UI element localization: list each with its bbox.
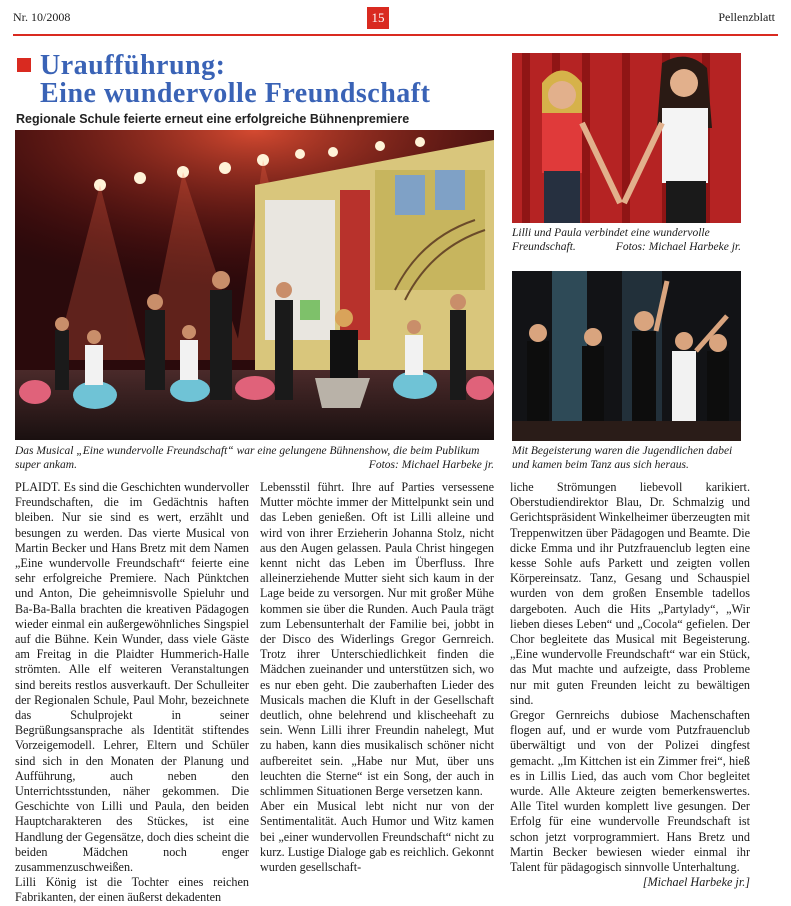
header-rule <box>13 34 778 36</box>
headline-line-1: Uraufführung: <box>40 50 226 81</box>
headline-line-2: Eine wundervolle Freundschaft <box>40 78 431 109</box>
page-number-badge: 15 <box>367 7 389 29</box>
article-column-3 <box>510 480 750 890</box>
body-paragraph: PLAIDT. Es sind die Geschichten wundervoller Freundschaften, die im Gedächtnis haften bleiben. Nur sie sind es wert, erzählt und besungen zu werden. Das vierte Musical von Martin Becker und Hans Bretz mit dem Namen „Eine wundervolle Freundschaft“ feierte eine sehr erfolgreiche Premiere. Nach Pünktchen und Anton, Die geheimnisvolle Spieluhr und Ba-Ba-Balla brachten die kreativen Pädagogen wieder einmal ein außergewöhnliches Singspiel auf die Bühne. Kein Wunder, dass viele Gäste am Freitag in die Plaidter Hummerich-Halle strömten. Alle elf weiteren Veranstaltungen sind bereits restlos ausverkauft. Der Schulleiter der Regionalen Schule, Paul Mohr, bezeichnete das Schulprojekt in seiner Begrüßungsansprache als Identität stiftendes Vorzeigemodell. Lehrer, Eltern und Schüler sind sich in den Monaten der Planung und Aufführung, auch neben den Unterrichtsstunden, näher gekommen. Die Geschichte von Lilli und Paula, den beiden Hauptcharakteren des Stückes, ist eine Handlung der Gegensätze, doch dies scheint die beiden Mädchen noch enger zusammenzuschweißen. <box>15 480 249 875</box>
issue-number: Nr. 10/2008 <box>13 10 71 24</box>
headline-marker <box>17 58 31 72</box>
article-column-1 <box>15 480 249 906</box>
body-paragraph: liche Strömungen liebevoll karikiert. Oberstudiendirektor Blau, Dr. Schmalzig und Gerichtspräsident Winkelheimer überzeugten mit Treppenwitzen über Pädagogen und Beamte. Die dicke Emma und ihr Putzfrauenclub legten eine kesse Sohle aufs Parkett und zeigten vollen Körpereinsatz. Tanz, Gesang und Schauspiel wurden von dem großen Ensemble tadellos dargeboten. Auch die Hits „Partylady“, „Wir lieben dieses Leben“ und „Cocola“ gefielen. Der Chor begleitete das Musical mit Begeisterung. „Eine wundervolle Freundschaft“ war ein Stück, das Mut machte und aufzeigte, dass Probleme nur mit guten Freunden leicht zu bewältigen sind. <box>510 480 750 707</box>
subheadline: Regionale Schule feierte erneut eine erfolgreiche Bühnenpremiere <box>16 112 410 126</box>
article-column-2 <box>260 480 494 875</box>
author-credit: [Michael Harbeke jr.] <box>642 875 750 890</box>
dance-photo-caption: Mit Begeisterung waren die Jugendlichen dabei und kamen beim Tanz aus sich heraus. <box>512 445 733 471</box>
stage-photo <box>15 130 494 440</box>
main-caption-credit: Fotos: Michael Harbeke jr. <box>368 458 494 471</box>
duo-caption-text: Lilli und Paula verbindet eine wundervolle Freundschaft. <box>512 227 710 253</box>
dance-photo <box>512 271 741 441</box>
main-photo-caption <box>15 445 494 472</box>
body-paragraph: Lebensstil führt. Ihre auf Parties versessene Mutter möchte immer der Mittelpunkt sein und das Leben genießen. Oft ist Lilli alleine und wird von ihrer Erzieherin Johanna Stolz, nicht aus den Augen gelassen. Paula Christ hingegen kennt nicht das Leben im Überfluss. Ihre alleinerziehende Mutter sieht sich kaum in der Lage beide zu versorgen. Nur mit großer Mühe kommen sie über die Runden. Auch Paula trägt zum Lebensunterhalt der Familie bei, jobbt in der Disco des Widerlings Gregor Gernreich. Trotz ihrer Unterschiedlichkeit finden die Mädchen zueinander und unterstützen sich, wo es nur eben geht. Die zauberhaften Lieder des Musicals machen die Kluft in der Gesellschaft deutlich, ohne belehrend und klischeehaft zu sein. Wenn Lilli ihrer Freundin nahelegt, Mut zu haben, kann dies musikalisch schöner nicht aufbereitet sein. „Habe nur Mut, über uns leuchten die Sterne“ ist ein Song, der auch in schlimmen Situationen Berge versetzen kann. <box>260 480 494 799</box>
body-paragraph <box>510 708 750 890</box>
duo-caption-credit: Fotos: Michael Harbeke jr. <box>615 240 741 253</box>
body-paragraph: Aber ein Musical lebt nicht nur von der Sentimentalität. Auch Humor und Witz kamen bei „einer wundervollen Freundschaft“ nicht zu kurz. Lustige Dialoge gab es reichlich. Gekonnt wurden gesellschaft- <box>260 799 494 875</box>
main-caption-text: Das Musical „Eine wundervolle Freundschaft“ war eine gelungene Bühnenshow, die beim Publikum super ankam. <box>15 445 480 471</box>
body-paragraph: Lilli König ist die Tochter eines reichen Fabrikanten, der einen äußerst dekadenten <box>15 875 249 905</box>
body-paragraph-text: Gregor Gernreichs dubiose Machenschaften flogen auf, und er wurde vom Putzfrauenclub überwältigt und von der Polizei dingfest gemacht. „Im Kittchen ist ein Zimmer frei“, hieß es in Lillis Lied, das auch vom Chor begleitet wurde. Alle Akteure zeigten bemerkenswertes. Alle Titel wurden komplett live gesungen. Der Erfolg für eine wundervolle Freundschaft ist schon jetzt vorprogrammiert. Hans Bretz und Martin Becker bewiesen wieder einmal ihr Talent für pädagogisch sinnvolle Unterhaltung. <box>510 708 750 875</box>
duo-photo <box>512 53 741 223</box>
publication-name: Pellenzblatt <box>718 10 775 24</box>
duo-photo-caption <box>512 227 741 254</box>
